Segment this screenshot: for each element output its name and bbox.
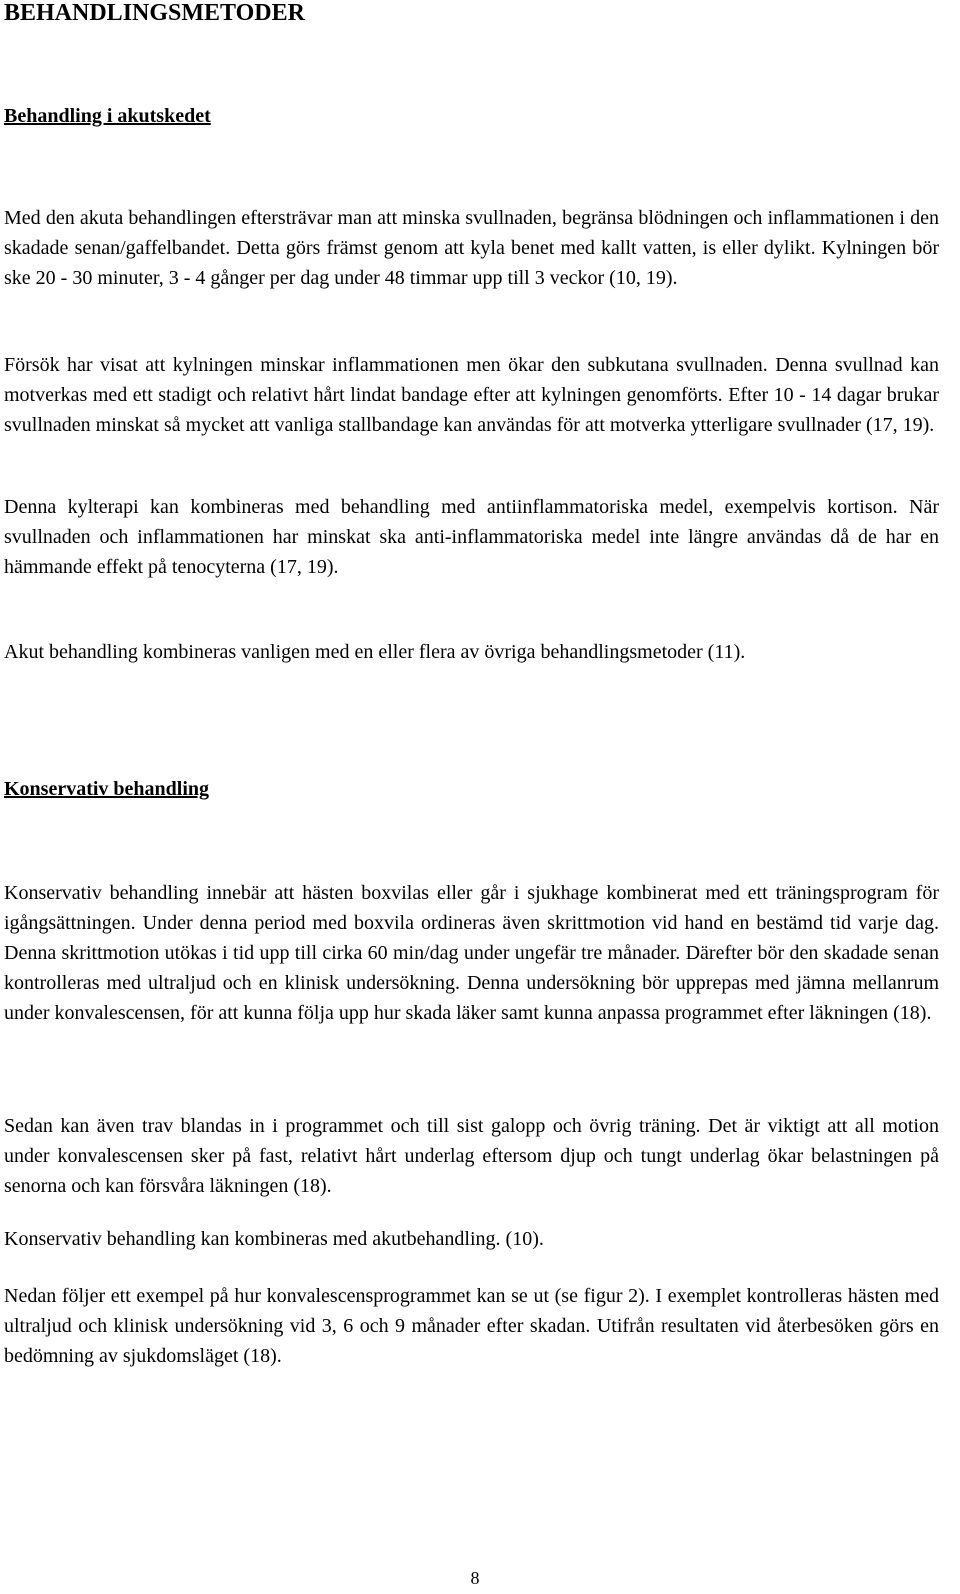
paragraph-akut-1: Med den akuta behandlingen eftersträvar man att minska svullnaden, begränsa blödningen och inflammationen i den skadade senan/gaffelbandet. Detta görs främst genom att kyla benet med kallt vatten, is eller dylikt. Kylningen bör ske 20 - 30 minuter, 3 - 4 gånger per dag under 48 timmar upp till 3 veckor (10, 19).	[4, 207, 939, 289]
paragraph-akut-4: Akut behandling kombineras vanligen med en eller flera av övriga behandlingsmetoder (11).	[4, 641, 746, 663]
page-title: BEHANDLINGSMETODER	[4, 0, 305, 26]
paragraph-konservativ-3: Konservativ behandling kan kombineras med akutbehandling. (10).	[4, 1228, 544, 1250]
page-number: 8	[470, 1568, 480, 1588]
section-heading-akutskedet: Behandling i akutskedet	[4, 105, 211, 127]
paragraph-akut-3: Denna kylterapi kan kombineras med behandling med antiinflammatoriska medel, exempelvis kortison. När svullnaden och inflammationen har minskat ska anti-inflammatoriska medel inte längre användas då de har en hämmande effekt på tenocyterna (17, 19).	[4, 496, 939, 578]
paragraph-konservativ-4: Nedan följer ett exempel på hur konvalescensprogrammet kan se ut (se figur 2). I exemplet kontrolleras hästen med ultraljud och klinisk undersökning vid 3, 6 och 9 månader efter skadan. Utifrån resultaten vid återbesöken görs en bedömning av sjukdomsläget (18).	[4, 1285, 939, 1367]
paragraph-konservativ-2: Sedan kan även trav blandas in i programmet och till sist galopp och övrig träning. Det är viktigt att all motion under konvalescensen sker på fast, relativt hårt underlag eftersom djup och tungt underlag ökar belastningen på senorna och kan försvåra läkningen (18).	[4, 1115, 939, 1197]
section-heading-konservativ: Konservativ behandling	[4, 778, 210, 800]
paragraph-konservativ-1: Konservativ behandling innebär att hästen boxvilas eller går i sjukhage kombinerat med ett träningsprogram för igångsättningen. Under denna period med boxvila ordineras även skrittmotion vid hand en bestämd tid varje dag. Denna skrittmotion utökas i tid upp till cirka 60 min/dag under ungefär tre månader. Därefter bör den skadade senan kontrolleras med ultraljud och en klinisk undersökning. Denna undersökning bör upprepas med jämna mellanrum under konvalescensen, för att kunna följa upp hur skada läker samt kunna anpassa programmet efter läkningen (18).	[4, 882, 939, 1024]
paragraph-akut-2: Försök har visat att kylningen minskar inflammationen men ökar den subkutana svullnaden. Denna svullnad kan motverkas med ett stadigt och relativt hårt lindat bandage efter att kylningen genomförts. Efter 10 - 14 dagar brukar svullnaden minskat så mycket att vanliga stallbandage kan användas för att motverka ytterligare svullnader (17, 19).	[4, 354, 939, 436]
